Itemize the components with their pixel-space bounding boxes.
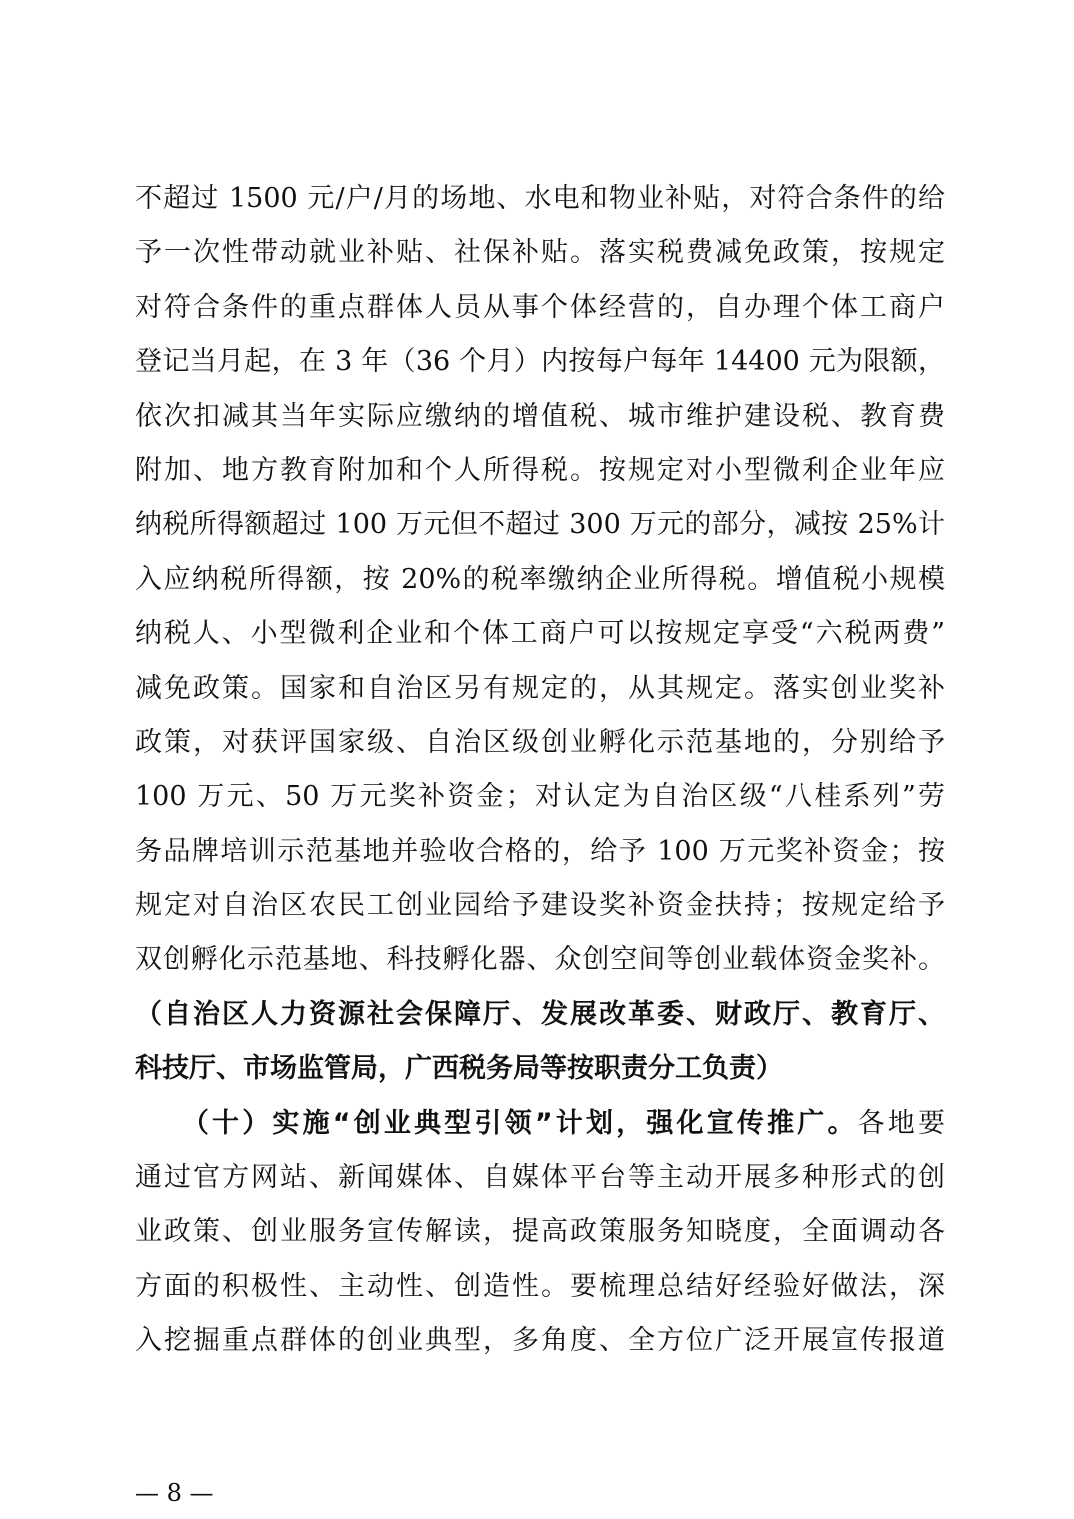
responsibility-line-1: （自治区人力资源社会保障厅、发展改革委、财政厅、教育厅、: [135, 998, 945, 1030]
body-line-15: 双创孵化示范基地、科技孵化器、众创空间等创业载体资金奖补。: [135, 944, 945, 976]
body-line-1: 不超过 1500 元/户/月的场地、水电和物业补贴，对符合条件的给: [135, 183, 945, 214]
body-line-8: 入应纳税所得额，按 20%的税率缴纳企业所得税。增值税小规模: [135, 563, 945, 595]
section-ten-heading-line: [135, 1097, 945, 1151]
section-ten-heading: （十）实施“创业典型引领”计划，强化宣传推广。: [195, 1107, 858, 1139]
body-line-7: 纳税所得额超过 100 万元但不超过 300 万元的部分，减按 25%计: [135, 509, 945, 541]
body-line-11: 政策，对获评国家级、自治区级创业孵化示范基地的，分别给予: [135, 726, 945, 758]
section-ten-line-1: 通过官方网站、新闻媒体、自媒体平台等主动开展多种形式的创: [135, 1162, 945, 1194]
body-line-5: 依次扣减其当年实际应缴纳的增值税、城市维护建设税、教育费: [135, 400, 945, 432]
body-line-14: 规定对自治区农民工创业园给予建设奖补资金扶持；按规定给予: [135, 890, 945, 922]
body-line-6: 附加、地方教育附加和个人所得税。按规定对小型微利企业年应: [135, 454, 945, 486]
body-line-4: 登记当月起，在 3 年（36 个月）内按每户每年 14400 元为限额，: [135, 346, 945, 378]
section-ten-heading-rest: 各地要: [857, 1107, 945, 1139]
responsibility-line-2: 科技厅、市场监管局，广西税务局等按职责分工负责）: [135, 1053, 783, 1085]
body-line-3: 对符合条件的重点群体人员从事个体经营的，自办理个体工商户: [135, 291, 945, 323]
body-line-9: 纳税人、小型微利企业和个体工商户可以按规定享受“六税两费”: [135, 618, 945, 650]
document-body: [135, 172, 945, 1369]
section-ten-line-4: 入挖掘重点群体的创业典型，多角度、全方位广泛开展宣传报道: [135, 1325, 945, 1357]
body-line-10: 减免政策。国家和自治区另有规定的，从其规定。落实创业奖补: [135, 672, 945, 704]
body-line-2: 予一次性带动就业补贴、社保补贴。落实税费减免政策，按规定: [135, 237, 945, 269]
body-line-13: 务品牌培训示范基地并验收合格的，给予 100 万元奖补资金；按: [135, 835, 945, 867]
section-ten-line-3: 方面的积极性、主动性、创造性。要梳理总结好经验好做法，深: [135, 1270, 945, 1302]
body-line-12: 100 万元、50 万元奖补资金；对认定为自治区级“八桂系列”劳: [135, 781, 945, 813]
page-number: — 8 —: [135, 1479, 214, 1507]
section-ten-line-2: 业政策、创业服务宣传解读，提高政策服务知晓度，全面调动各: [135, 1216, 945, 1248]
